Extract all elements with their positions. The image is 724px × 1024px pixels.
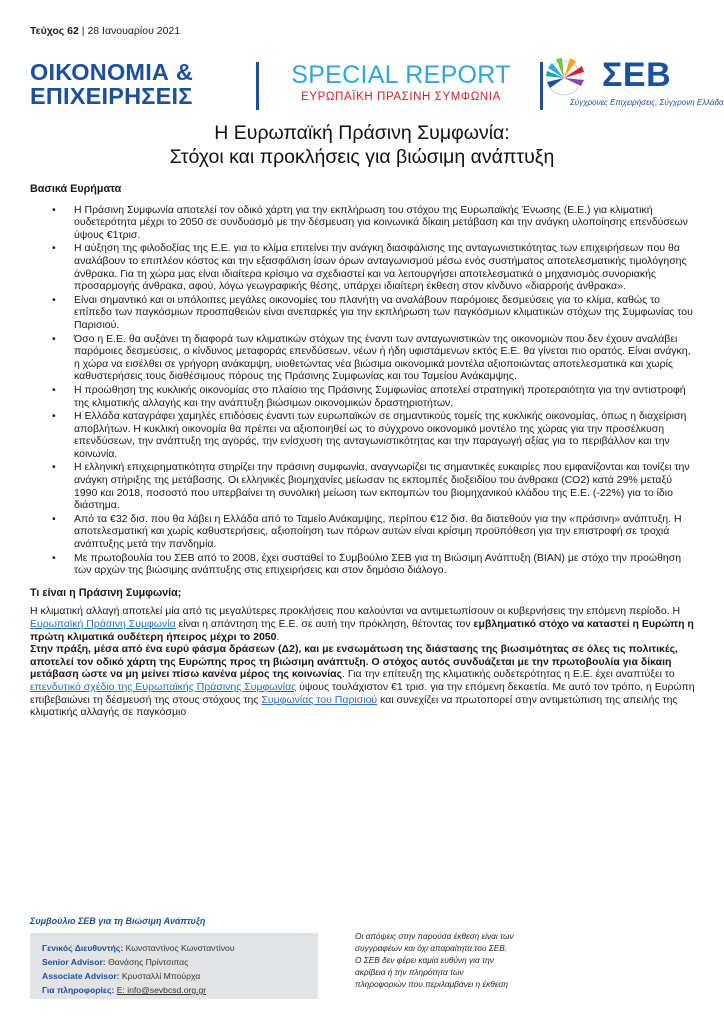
contact-row: Για πληροφορίες: E: info@sevbcsd.org.gr (42, 985, 207, 995)
page-title-line2: Στόχοι και προκλήσεις για βιώσιμη ανάπτυξη (169, 146, 555, 168)
bullet-icon: • (52, 512, 56, 525)
list-item: • Η προώθηση της κυκλικής οικονομίας στο πλαίσιο της Πράσινης Συμφωνίας αποτελεί στρατηγική προτεραιότητα για την αντιστροφή της κλιματικής αλλαγής και την ανάπτυξη βιώσιμων οικονομικών δραστηριοτήτων. (52, 383, 686, 409)
list-item: • Με πρωτοβουλία του ΣΕΒ από το 2008, έχει συσταθεί το Συμβούλιο ΣΕΒ για τη Βιώσιμη Ανάπτυξη (ΒΙΑΝ) με στόχο την προώθηση των αρχών της βιώσιμης ανάπτυξης στις επιχειρήσεις και στον δημόσιο διάλογο. (52, 551, 682, 577)
page-title (0, 121, 724, 169)
special-report-label: SPECIAL REPORT (291, 61, 511, 89)
sev-logo-icon (542, 54, 602, 100)
masthead-divider (256, 62, 259, 110)
bullet-icon: • (52, 332, 56, 345)
logo-tagline: Σύγχρονες Επιχειρήσεις, Σύγχρονη Ελλάδα (570, 98, 724, 107)
contact-row: Senior Advisor: Θανάσης Πρίντσιπας (42, 957, 189, 967)
investment-plan-link[interactable]: επενδυτικό σχέδιο της Ευρωπαϊκής Πράσινης Συμφωνίας (30, 680, 297, 693)
list-item: • Από τα €32 δισ. που θα λάβει η Ελλάδα από το Ταμείο Ανάκαμψης, περίπου €12 δισ. θα διατεθούν για την «πράσινη» ανάπτυξη. Η αποτελεσματική και χωρίς καθυστερήσεις, αξιοποίηση των πόρων αυτών είναι κρίσιμη προϋπόθεση για την επιστροφή σε τροχιά ανάπτυξης μετά την πανδημία. (52, 512, 682, 551)
masthead (30, 56, 724, 116)
list-item: • Η αύξηση της φιλοδοξίας της Ε.Ε. για το κλίμα επιτείνει την ανάγκη διασφάλισης της ανταγωνιστικότητας των επιχειρήσεων που θα αναλάβουν το επιπλέον κόστος και την εξασφάλιση ίσων όρων ανταγωνισμού μέσω ενός συστήματος αποτελεσματικής τιμολόγησης άνθρακα. Για τη χώρα μας είναι ιδιαίτερα κρίσιμο να σχεδιαστεί και να λειτουργήσει αποτελεσματικά ο μηχανισμός συνοριακής προσαρμογής άνθρακα, αφού, λόγω γεωγραφικής θέσης, υπάρχει ιδιαίτερη έκθεση στον κίνδυνο «διαρροής άνθρακα». (52, 242, 687, 293)
page-title-line1: Η Ευρωπαϊκή Πράσινη Συμφωνία: (214, 122, 510, 144)
contact-row: Associate Advisor: Κρυσταλλί Μπούρχα (42, 971, 201, 981)
section-paragraph-1: Η κλιματική αλλαγή αποτελεί μία από τις μεγαλύτερες προκλήσεις που καλούνται να αντιμετωπίσουν οι κυβερνήσεις την επόμενη περίοδο. Η Ευρωπαϊκή Πράσινη Συμφωνία είναι η απάντηση της Ε.Ε. σε αυτή την πρόκληση, θέτοντας τον εμβληματικό στόχο να καταστεί η Ευρώπη η πρώτη κλιματικά ουδέτερη ήπειρος μέχρι το 2050. (30, 605, 694, 643)
bullet-icon: • (52, 551, 56, 564)
list-item: • Η Πράσινη Συμφωνία αποτελεί τον οδικό χάρτη για την εκπλήρωση του στόχου της Ευρωπαϊκής Ένωσης (Ε.Ε.) για κλιματική ουδετερότητα μέχρι το 2050 σε συνδυασμό με την δέσμευση για κοινωνικά δίκαιη μετάβαση και την ανάγκη υλοποίησης επενδύσεων ύψους €1τρισ. (52, 203, 688, 241)
contacts-box (30, 933, 318, 999)
paris-agreement-link[interactable]: Συμφωνίας του Παρισιού (261, 693, 378, 706)
special-report (268, 62, 534, 103)
list-item: • Η ελληνική επιχειρηματικότητα στηρίζει την πράσινη συμφωνία, αναγνωρίζει τις σημαντικές ευκαιρίες που εμφανίζονται και τονίζει την ανάγκη στήριξης της μετάβασης. Οι ελληνικές βιομηχανίες μείωσαν τις εκπομπές διοξειδίου του άνθρακα (CO2) κατά 29% μεταξύ 1990 και 2018, ποσοστό που υπερβαίνει τη συνολική μείωση των εκπομπών του βιομηχανικού κλάδου της Ε.Ε. (-22%) για το ίδιο διάστημα. (52, 461, 690, 512)
list-item: • Όσο η Ε.Ε. θα αυξάνει τη διαφορά των κλιματικών στόχων της έναντι των ανταγωνιστικών της οικονομιών που δεν έχουν αναλάβει παρόμοιες δεσμεύσεις, ο κίνδυνος μεταφοράς επενδύσεων, νέων ή ήδη υφιστάμενων εκτός Ε.Ε. θα γίνεται πιο ορατός. Είναι ανάγκη, η χώρα να εισέλθει σε γρήγορη ανάκαμψη, υιοθετώντας νέα βιώσιμα οικονομικά μοντέλα αξιοποιώντας αποτελεσματικά και χωρίς καθυστερήσεις τους διαθέσιμους πόρους της Πράσινης Συμφωνίας και του Ταμείου Ανάκαμψης. (52, 332, 691, 383)
disclaimer: Οι απόψεις στην παρούσα έκθεση είναι των συγγραφέων και όχι απαραίτητα του ΣΕΒ. Ο ΣΕΒ δεν φέρει καμία ευθύνη για την ακρίβεια ή την πληρότητα των πληροφοριών που περιλαμβάνει η έκθεση (355, 931, 514, 989)
logo-brand: ΣΕΒ (602, 56, 672, 94)
bullet-icon: • (52, 383, 56, 396)
report-body (30, 183, 696, 719)
list-item: • Η Ελλάδα καταγράφει χαμηλές επιδόσεις έναντι των ευρωπαϊκών σε σημαντικούς τομείς της κυκλικής οικονομίας, όπως η διαχείριση αποβλήτων. Η κυκλική οικονομία θα πρέπει να αξιοποιηθεί ως το σύγχρονο οικονομικό μοντέλο της χώρας για την προσέλκυση επενδύσεων, την ανάπτυξη της αγοράς, την ενίσχυση της ανταγωνιστικότητας και την παραγωγή αξίας για το περιβάλλον και την κοινωνία. (52, 410, 687, 460)
bullet-icon: • (52, 242, 56, 255)
publication-title-line1: ΟΙΚΟΝΟΜΙΑ & (30, 59, 194, 85)
section-heading: Τι είναι η Πράσινη Συμφωνία; (30, 586, 182, 599)
bullet-icon: • (52, 293, 56, 306)
contact-email-link[interactable]: E: info@sevbcsd.org.gr (116, 985, 207, 995)
findings-heading: Βασικά Ευρήματα (30, 183, 122, 195)
green-deal-link[interactable]: Ευρωπαϊκή Πράσινη Συμφωνία (30, 618, 176, 630)
publication-title (30, 60, 193, 108)
sev-logo (542, 54, 724, 116)
issue-date: | 28 Ιανουαρίου 2021 (81, 25, 181, 37)
section-paragraph-2: Στην πράξη, μέσα από ένα ευρύ φάσμα δράσεων (Δ2), και με ενσωμάτωση της διάστασης της βιωσιμότητας σε όλες τις πολιτικές, αποτελεί τον οδικό χάρτη της Ευρώπης προς τη βιώσιμη ανάπτυξη. Ο στόχος αυτός συνδυάζεται με την πρωτοβουλία για δίκαιη μετάβαση ώστε να μη μείνει πίσω κανένα μέρος της κοινωνίας. Για την επίτευξη της κλιματικής ουδετερότητας η Ε.Ε. έχει αναπτύξει το επενδυτικό σχέδιο της Ευρωπαϊκής Πράσινης Συμφωνίας ύψους τουλάχιστον €1 τρισ. για την επόμενη δεκαετία. Με αυτό τον τρόπο, η Ευρώπη επιβεβαιώνει τη δέσμευσή της στους στόχους της Συμφωνίας του Παρισιού και συνεχίζει να πρωτοπορεί στην αντιμετώπιση της απειλής της κλιματικής αλλαγής σε παγκόσμιο (30, 643, 695, 719)
contact-row: Γενικός Διευθυντής: Κωνσταντίνος Κωνσταντίνου (42, 943, 235, 953)
special-report-subtitle: ΕΥΡΩΠΑΪΚΗ ΠΡΑΣΙΝΗ ΣΥΜΦΩΝΙΑ (301, 91, 501, 103)
bullet-icon: • (52, 203, 56, 216)
publication-title-line2: ΕΠΙΧΕΙΡΗΣΕΙΣ (30, 83, 193, 109)
bullet-icon: • (52, 410, 56, 423)
issue-info (30, 25, 180, 37)
list-item: • Είναι σημαντικό και οι υπόλοιπες μεγάλες οικονομίες του πλανήτη να αναλάβουν παρόμοιες δεσμεύσεις για το κλίμα, καθώς το επίπεδο των παγκόσμιων προσπαθειών είναι ανεπαρκές για την εκπλήρωση των παγκόσμιων κλιματικών στόχων της Συμφωνίας του Παρισιού. (52, 293, 693, 331)
issue-number: Τεύχος 62 (30, 25, 79, 37)
bullet-icon: • (52, 461, 56, 474)
council-name: Συμβούλιο ΣΕΒ για τη Βιώσιμη Ανάπτυξη (30, 916, 206, 926)
findings-list (30, 204, 696, 577)
